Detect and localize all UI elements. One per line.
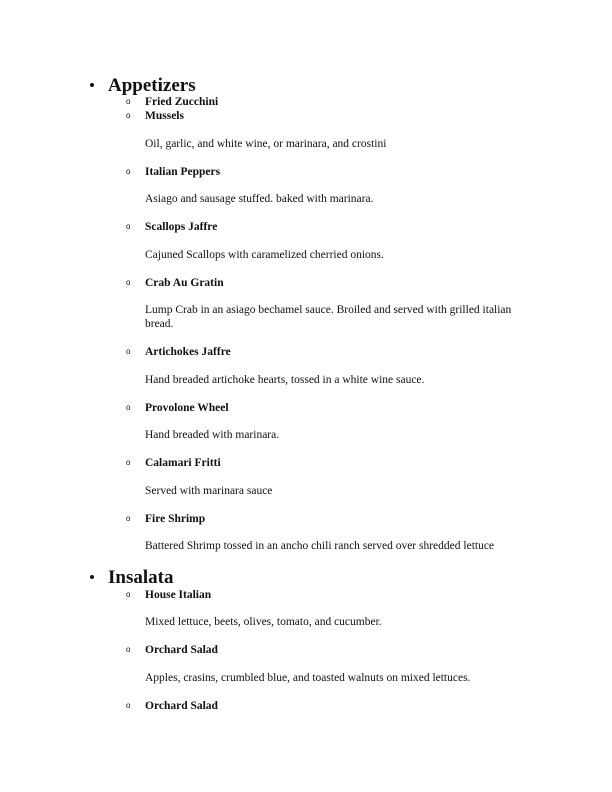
sub-bullet-icon: o [126,111,131,120]
sub-bullet-icon: o [126,222,131,231]
sub-bullet-icon: o [126,514,131,523]
menu-item-description: Served with marinara sauce [145,485,273,497]
menu-item-name: Italian Peppers [145,166,221,178]
section-title: Insalata [108,567,174,588]
sub-bullet-icon: o [126,278,131,287]
menu-item-name: Artichokes Jaffre [145,346,231,358]
sub-bullet-icon: o [126,403,131,412]
menu-item-name: Mussels [145,110,184,122]
menu-item-name: Provolone Wheel [145,402,229,414]
sub-bullet-icon: o [126,167,131,176]
menu-item-description: Mixed lettuce, beets, olives, tomato, and cucumber. [145,616,382,628]
sub-bullet-icon: o [126,645,131,654]
sub-bullet-icon: o [126,347,131,356]
menu-item-description: Cajuned Scallops with caramelized cherried onions. [145,249,384,261]
sub-bullet-icon: o [126,590,131,599]
menu-item-description: Battered Shrimp tossed in an ancho chili ranch served over shredded lettuce [145,540,495,552]
sub-bullet-icon: o [126,458,131,467]
menu-item-description: Asiago and sausage stuffed. baked with marinara. [145,193,374,205]
menu-item-name: Crab Au Gratin [145,277,224,289]
menu-item-name: Orchard Salad [145,700,218,712]
menu-item-name: Calamari Fritti [145,457,221,469]
menu-item-name: Orchard Salad [145,644,218,656]
bullet-icon [90,83,94,87]
section-title: Appetizers [108,75,196,96]
sub-bullet-icon: o [126,701,131,710]
menu-item-name: Scallops Jaffre [145,221,218,233]
menu-item-description: Lump Crab in an asiago bechamel sauce. Broiled and served with grilled italian bread. [145,304,512,330]
menu-item-description: Oil, garlic, and white wine, or marinara, and crostini [145,138,387,150]
menu-item-description: Hand breaded artichoke hearts, tossed in a white wine sauce. [145,374,425,386]
menu-item-name: Fried Zucchini [145,96,219,108]
menu-item-name: House Italian [145,589,212,601]
menu-item-description: Hand breaded with marinara. [145,429,280,441]
sub-bullet-icon: o [126,97,131,106]
menu-item-name: Fire Shrimp [145,513,206,525]
menu-item-description: Apples, crasins, crumbled blue, and toasted walnuts on mixed lettuces. [145,672,471,684]
bullet-icon [90,575,94,579]
